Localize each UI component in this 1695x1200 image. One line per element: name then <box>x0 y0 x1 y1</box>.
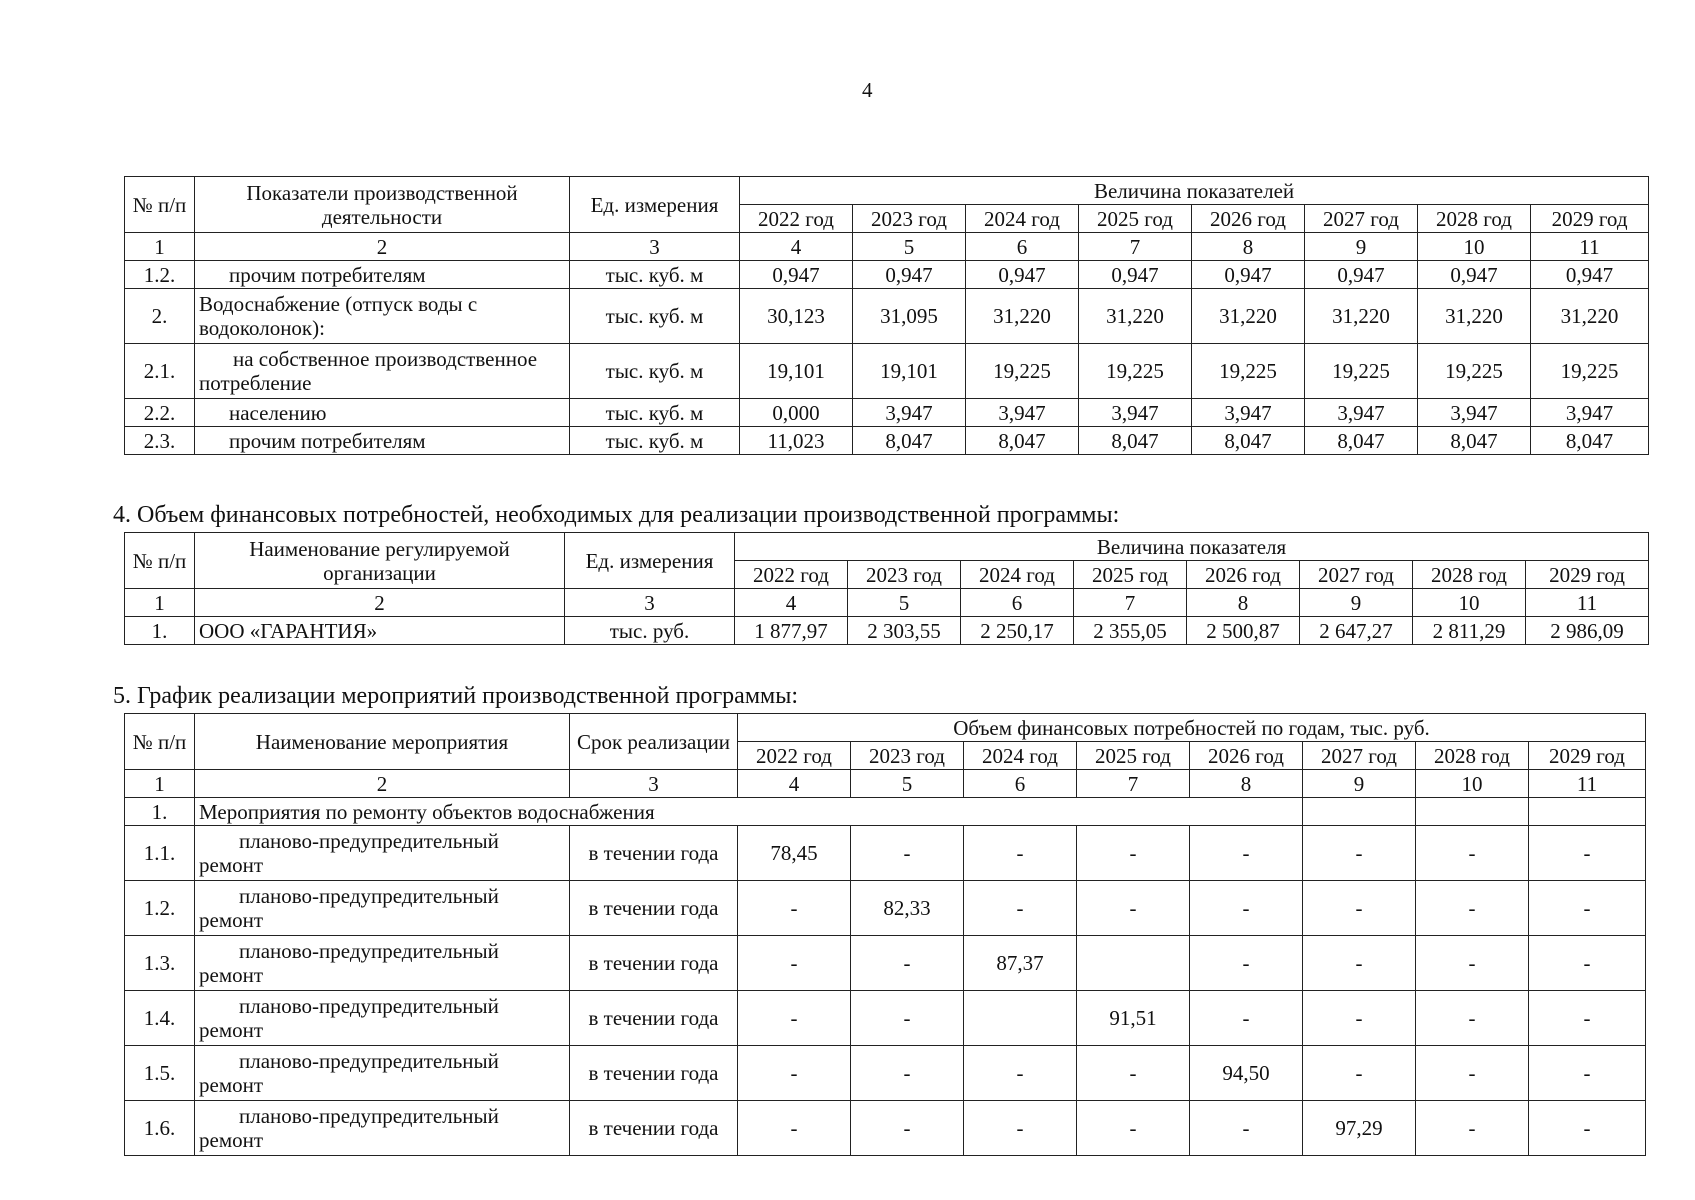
row-term: в течении года <box>570 826 738 881</box>
row-value: - <box>1077 1101 1190 1156</box>
header-group: Величина показателей <box>740 177 1649 205</box>
table-row <box>125 399 1649 427</box>
row-value: 91,51 <box>1077 991 1190 1046</box>
row-value: - <box>1077 826 1190 881</box>
header-year: 2027 год <box>1303 742 1416 770</box>
row-value: 19,225 <box>1192 344 1305 399</box>
row-value: 82,33 <box>851 881 964 936</box>
row-value <box>964 991 1077 1046</box>
header-year: 2027 год <box>1300 561 1413 589</box>
row-value: - <box>1077 881 1190 936</box>
header-year: 2024 год <box>964 742 1077 770</box>
header-indicator: Показатели производственной деятельности <box>195 177 570 233</box>
row-name-line1: планово-предупредительный <box>239 884 499 908</box>
section-5-title: 5. График реализации мероприятий производственной программы: <box>113 683 798 709</box>
row-value: - <box>1529 991 1646 1046</box>
row-unit: тыс. куб. м <box>570 399 740 427</box>
header-year: 2022 год <box>738 742 851 770</box>
header-year: 2022 год <box>740 205 853 233</box>
row-value: - <box>1303 826 1416 881</box>
row-name-line2: ремонт <box>199 853 264 877</box>
row-value: - <box>1190 936 1303 991</box>
header-unit: Ед. измерения <box>565 533 735 589</box>
row-name: прочим потребителям <box>195 427 570 455</box>
col-number: 3 <box>570 233 740 261</box>
table-row <box>125 617 1649 645</box>
col-number: 9 <box>1305 233 1418 261</box>
row-value: 19,101 <box>740 344 853 399</box>
row-num: 1.2. <box>125 261 195 289</box>
row-value: 8,047 <box>966 427 1079 455</box>
row-name-line1: планово-предупредительный <box>239 1104 499 1128</box>
row-value: 8,047 <box>1418 427 1531 455</box>
column-number-row <box>125 233 1649 261</box>
row-name-line2: ремонт <box>199 1073 264 1097</box>
row-value: 8,047 <box>1531 427 1649 455</box>
row-value: - <box>1190 826 1303 881</box>
row-value: 19,225 <box>1079 344 1192 399</box>
row-value: 78,45 <box>738 826 851 881</box>
activities-schedule-table <box>124 713 1646 1156</box>
row-name-line1: планово-предупредительный <box>239 994 499 1018</box>
header-year: 2023 год <box>851 742 964 770</box>
col-number: 1 <box>125 770 195 798</box>
header-year: 2025 год <box>1074 561 1187 589</box>
col-number: 2 <box>195 233 570 261</box>
row-value: - <box>738 1101 851 1156</box>
row-name <box>195 826 570 881</box>
col-number: 11 <box>1531 233 1649 261</box>
table-row <box>125 881 1646 936</box>
financial-needs-table <box>124 532 1649 645</box>
table-row <box>125 289 1649 344</box>
row-value: - <box>1529 826 1646 881</box>
col-number: 11 <box>1526 589 1649 617</box>
group-row <box>125 798 1646 826</box>
row-value: - <box>1416 991 1529 1046</box>
table-row <box>125 991 1646 1046</box>
group-row-name: Мероприятия по ремонту объектов водоснабжения <box>195 798 1303 826</box>
row-value: 2 355,05 <box>1074 617 1187 645</box>
row-num: 2.1. <box>125 344 195 399</box>
header-year: 2028 год <box>1413 561 1526 589</box>
table-row <box>125 1046 1646 1101</box>
row-unit: тыс. руб. <box>565 617 735 645</box>
col-number: 4 <box>740 233 853 261</box>
col-number: 4 <box>738 770 851 798</box>
row-name <box>195 936 570 991</box>
row-value: 3,947 <box>966 399 1079 427</box>
row-value: 2 811,29 <box>1413 617 1526 645</box>
header-year: 2026 год <box>1187 561 1300 589</box>
header-unit: Ед. измерения <box>570 177 740 233</box>
row-value: - <box>1416 881 1529 936</box>
header-group: Величина показателя <box>735 533 1649 561</box>
row-value: - <box>1529 1101 1646 1156</box>
header-year: 2023 год <box>848 561 961 589</box>
col-number: 4 <box>735 589 848 617</box>
table-row <box>125 261 1649 289</box>
col-number: 7 <box>1074 589 1187 617</box>
row-num: 1.2. <box>125 881 195 936</box>
row-term: в течении года <box>570 1101 738 1156</box>
row-value: 31,220 <box>1305 289 1418 344</box>
row-value: 2 250,17 <box>961 617 1074 645</box>
row-value: 19,225 <box>1418 344 1531 399</box>
row-value: 1 877,97 <box>735 617 848 645</box>
row-value: 31,220 <box>1079 289 1192 344</box>
column-number-row <box>125 770 1646 798</box>
col-number: 9 <box>1303 770 1416 798</box>
row-value: - <box>1303 936 1416 991</box>
row-value: - <box>1416 826 1529 881</box>
row-name-line2: ремонт <box>199 1128 264 1152</box>
table-row <box>125 1101 1646 1156</box>
row-value: 0,947 <box>1192 261 1305 289</box>
row-value: - <box>964 826 1077 881</box>
row-value: 31,220 <box>1531 289 1649 344</box>
col-number: 7 <box>1077 770 1190 798</box>
row-value: 19,225 <box>1305 344 1418 399</box>
row-value: 8,047 <box>1079 427 1192 455</box>
row-value: - <box>851 936 964 991</box>
row-value: - <box>851 991 964 1046</box>
row-value: 2 986,09 <box>1526 617 1649 645</box>
row-num: 2. <box>125 289 195 344</box>
row-value: - <box>1190 991 1303 1046</box>
row-term: в течении года <box>570 881 738 936</box>
row-value: 3,947 <box>1192 399 1305 427</box>
row-value: 0,947 <box>966 261 1079 289</box>
row-name-line1: планово-предупредительный <box>239 829 499 853</box>
table-row <box>125 427 1649 455</box>
header-year: 2023 год <box>853 205 966 233</box>
empty-cell <box>1416 798 1529 826</box>
table-row <box>125 344 1649 399</box>
col-number: 5 <box>851 770 964 798</box>
col-number: 11 <box>1529 770 1646 798</box>
table-row <box>125 936 1646 991</box>
header-year: 2024 год <box>966 205 1079 233</box>
row-value: 11,023 <box>740 427 853 455</box>
row-name-line2: ремонт <box>199 908 264 932</box>
row-value: 0,947 <box>1418 261 1531 289</box>
row-name-line2: ремонт <box>199 963 264 987</box>
col-number: 8 <box>1192 233 1305 261</box>
header-name: Наименование мероприятия <box>195 714 570 770</box>
row-value: - <box>1529 881 1646 936</box>
row-name <box>195 1046 570 1101</box>
header-year: 2026 год <box>1192 205 1305 233</box>
row-name: населению <box>195 399 570 427</box>
header-group: Объем финансовых потребностей по годам, тыс. руб. <box>738 714 1646 742</box>
row-value: - <box>738 1046 851 1101</box>
row-name-line1: планово-предупредительный <box>239 1049 499 1073</box>
row-name: прочим потребителям <box>195 261 570 289</box>
header-year: 2028 год <box>1416 742 1529 770</box>
header-year: 2029 год <box>1526 561 1649 589</box>
header-num: № п/п <box>125 177 195 233</box>
col-number: 10 <box>1418 233 1531 261</box>
row-name-line2: ремонт <box>199 1018 264 1042</box>
row-value: - <box>851 826 964 881</box>
row-value: 0,947 <box>740 261 853 289</box>
row-name: ООО «ГАРАНТИЯ» <box>195 617 565 645</box>
header-year: 2025 год <box>1079 205 1192 233</box>
col-number: 3 <box>565 589 735 617</box>
row-num: 1.5. <box>125 1046 195 1101</box>
col-number: 6 <box>964 770 1077 798</box>
row-value: 3,947 <box>853 399 966 427</box>
row-name <box>195 881 570 936</box>
col-number: 5 <box>853 233 966 261</box>
row-value: 31,220 <box>1192 289 1305 344</box>
row-value: - <box>1190 1101 1303 1156</box>
row-value: - <box>1077 1046 1190 1101</box>
row-value: 0,947 <box>1079 261 1192 289</box>
row-term: в течении года <box>570 991 738 1046</box>
row-value: - <box>1529 936 1646 991</box>
header-year: 2024 год <box>961 561 1074 589</box>
header-num: № п/п <box>125 533 195 589</box>
row-value: 3,947 <box>1079 399 1192 427</box>
row-value: - <box>964 881 1077 936</box>
row-num: 1.3. <box>125 936 195 991</box>
row-value: - <box>1303 881 1416 936</box>
row-name: Водоснабжение (отпуск воды с водоколонок): <box>195 289 570 344</box>
header-year: 2026 год <box>1190 742 1303 770</box>
row-value: - <box>1416 936 1529 991</box>
row-value: - <box>1303 1046 1416 1101</box>
row-value: - <box>964 1046 1077 1101</box>
row-value: 31,220 <box>966 289 1079 344</box>
header-year: 2027 год <box>1305 205 1418 233</box>
row-value: 8,047 <box>1192 427 1305 455</box>
col-number: 6 <box>966 233 1079 261</box>
col-number: 5 <box>848 589 961 617</box>
row-value: 3,947 <box>1418 399 1531 427</box>
row-value: 3,947 <box>1305 399 1418 427</box>
row-unit: тыс. куб. м <box>570 427 740 455</box>
row-value: 19,225 <box>966 344 1079 399</box>
row-value: 8,047 <box>1305 427 1418 455</box>
empty-cell <box>1529 798 1646 826</box>
row-name: на собственное производственное потребление <box>195 344 570 399</box>
row-value: 94,50 <box>1190 1046 1303 1101</box>
header-year: 2029 год <box>1531 205 1649 233</box>
row-value: 30,123 <box>740 289 853 344</box>
row-value: 19,101 <box>853 344 966 399</box>
col-number: 1 <box>125 233 195 261</box>
col-number: 8 <box>1187 589 1300 617</box>
row-name-line1: планово-предупредительный <box>239 939 499 963</box>
col-number: 8 <box>1190 770 1303 798</box>
row-unit: тыс. куб. м <box>570 261 740 289</box>
row-term: в течении года <box>570 1046 738 1101</box>
col-number: 7 <box>1079 233 1192 261</box>
row-value: - <box>1416 1101 1529 1156</box>
row-name <box>195 1101 570 1156</box>
row-value: - <box>738 936 851 991</box>
row-value: 2 303,55 <box>848 617 961 645</box>
row-value: - <box>1416 1046 1529 1101</box>
table-row <box>125 826 1646 881</box>
row-value: - <box>851 1046 964 1101</box>
row-value: 97,29 <box>1303 1101 1416 1156</box>
row-num: 1. <box>125 617 195 645</box>
header-name: Наименование регулируемой организации <box>195 533 565 589</box>
row-name <box>195 991 570 1046</box>
col-number: 10 <box>1413 589 1526 617</box>
row-value: - <box>738 881 851 936</box>
row-value: - <box>738 991 851 1046</box>
row-value: 0,947 <box>1305 261 1418 289</box>
col-number: 2 <box>195 589 565 617</box>
row-value: - <box>1190 881 1303 936</box>
row-value: 3,947 <box>1531 399 1649 427</box>
page-number: 4 <box>862 78 873 102</box>
row-value: 8,047 <box>853 427 966 455</box>
row-value: 0,947 <box>1531 261 1649 289</box>
row-value: 31,220 <box>1418 289 1531 344</box>
empty-cell <box>1303 798 1416 826</box>
header-year: 2029 год <box>1529 742 1646 770</box>
col-number: 1 <box>125 589 195 617</box>
row-value: 0,000 <box>740 399 853 427</box>
row-term: в течении года <box>570 936 738 991</box>
row-value: 87,37 <box>964 936 1077 991</box>
col-number: 9 <box>1300 589 1413 617</box>
row-num: 2.2. <box>125 399 195 427</box>
row-value: - <box>1529 1046 1646 1101</box>
row-num: 1. <box>125 798 195 826</box>
section-4-title: 4. Объем финансовых потребностей, необходимых для реализации производственной программы: <box>113 502 1120 528</box>
column-number-row <box>125 589 1649 617</box>
row-value: 0,947 <box>853 261 966 289</box>
row-value: - <box>964 1101 1077 1156</box>
row-unit: тыс. куб. м <box>570 289 740 344</box>
row-value: - <box>851 1101 964 1156</box>
col-number: 3 <box>570 770 738 798</box>
production-indicators-table <box>124 176 1649 455</box>
col-number: 6 <box>961 589 1074 617</box>
row-value: 2 500,87 <box>1187 617 1300 645</box>
col-number: 10 <box>1416 770 1529 798</box>
header-num: № п/п <box>125 714 195 770</box>
header-year: 2025 год <box>1077 742 1190 770</box>
row-value: 19,225 <box>1531 344 1649 399</box>
row-value: 2 647,27 <box>1300 617 1413 645</box>
row-value: - <box>1303 991 1416 1046</box>
header-year: 2028 год <box>1418 205 1531 233</box>
col-number: 2 <box>195 770 570 798</box>
row-value <box>1077 936 1190 991</box>
row-value: 31,095 <box>853 289 966 344</box>
header-year: 2022 год <box>735 561 848 589</box>
row-num: 1.1. <box>125 826 195 881</box>
row-num: 2.3. <box>125 427 195 455</box>
row-num: 1.4. <box>125 991 195 1046</box>
row-num: 1.6. <box>125 1101 195 1156</box>
row-unit: тыс. куб. м <box>570 344 740 399</box>
header-term: Срок реализации <box>570 714 738 770</box>
